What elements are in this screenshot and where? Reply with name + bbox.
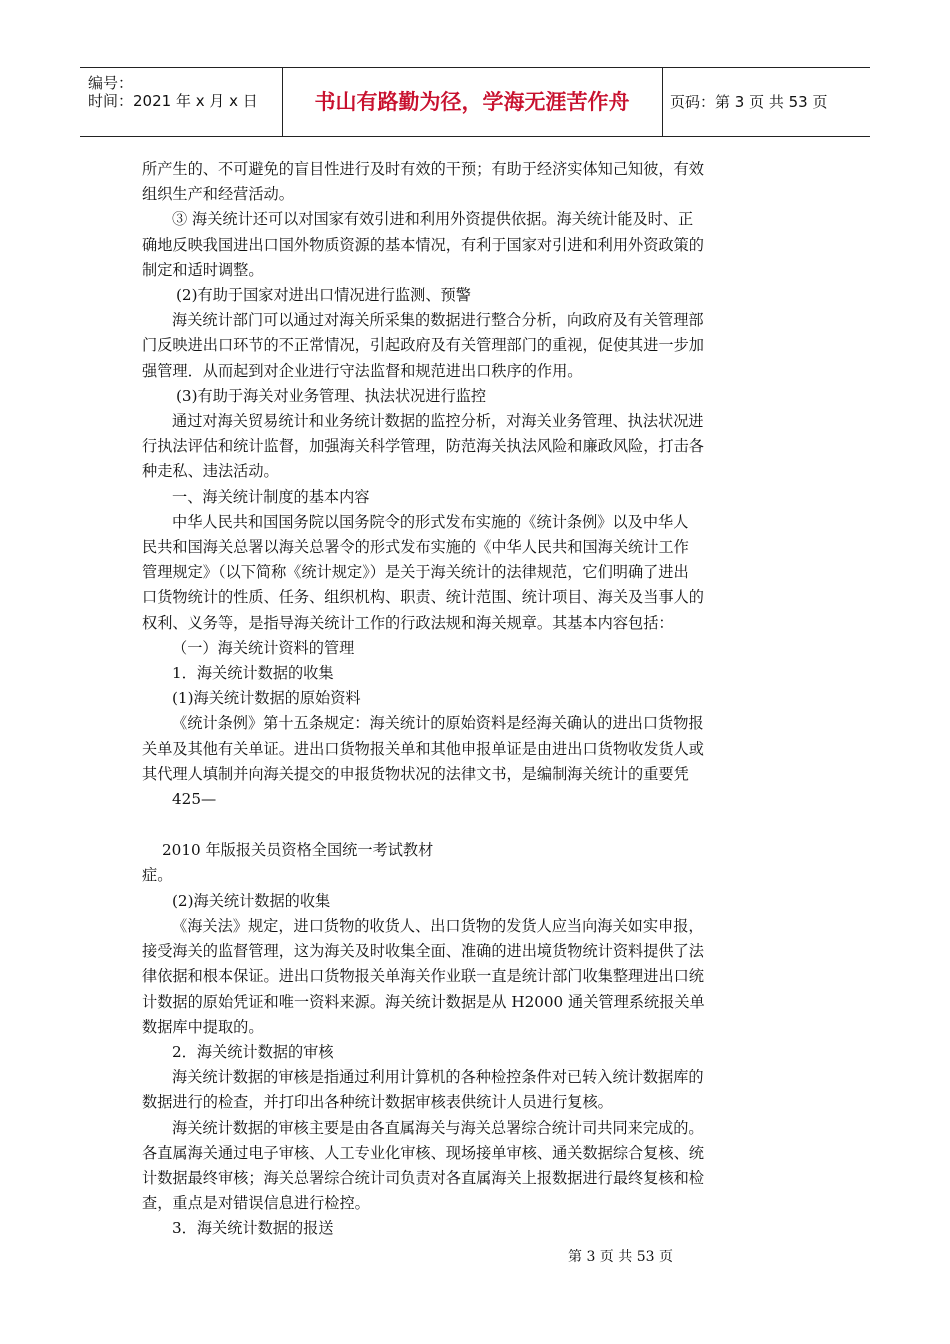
text-line: 律依据和根本保证。进出口货物报关单海关作业联一直是统计部门收集整理进出口统 — [142, 967, 704, 986]
book-title-line: 2010 年版报关员资格全国统一考试教材 — [162, 841, 434, 860]
text-line: 《海关法》规定，进口货物的收货人、出口货物的发货人应当向海关如实申报， — [172, 916, 704, 935]
text-line: 民共和国海关总署以海关总署令的形式发布实施的《中华人民共和国海关统计工作 — [142, 538, 689, 557]
text-line: 强管理．从而起到对企业进行守法监督和规范进出口秩序的作用。 — [142, 361, 583, 380]
text-line: 制定和适时调整。 — [142, 260, 264, 279]
document-body — [142, 157, 782, 1242]
section-heading: 3．海关统计数据的报送 — [172, 1219, 334, 1238]
text-line: 数据进行的检查，并打印出各种统计数据审核表供统计人员进行复核。 — [142, 1093, 613, 1112]
page-footer: 第 3 页 共 53 页 — [568, 1249, 673, 1265]
text-line: 口货物统计的性质、任务、组织机构、职责、统计范围、统计项目、海关及当事人的 — [142, 588, 704, 607]
text-line: 行执法评估和统计监督，加强海关科学管理，防范海关执法风险和廉政风险，打击各 — [142, 437, 704, 456]
text-line: 通过对海关贸易统计和业务统计数据的监控分析，对海关业务管理、执法状况进 — [172, 412, 704, 431]
section-heading: (1)海关统计数据的原始资料 — [172, 689, 361, 708]
text-line: 门反映进出口环节的不正常情况，引起政府及有关管理部门的重视，促使其进一步加 — [142, 336, 704, 355]
text-line: 接受海关的监督管理，这为海关及时收集全面、准确的进出境货物统计资料提供了法 — [142, 942, 704, 961]
text-line: 海关统计数据的审核主要是由各直属海关与海关总署综合统计司共同来完成的。 — [172, 1118, 704, 1137]
text-line: 关单及其他有关单证。进出口货物报关单和其他申报单证是由进出口货物收发货人或 — [142, 739, 704, 758]
text-line: 所产生的、不可避免的盲目性进行及时有效的干预；有助于经济实体知己知彼，有效 — [142, 160, 704, 178]
text-line: 数据库中提取的。 — [142, 1017, 264, 1036]
text-line: 管理规定》（以下简称《统计规定》）是关于海关统计的法律规范，它们明确了进出 — [142, 563, 689, 582]
text-line: 《统计条例》第十五条规定：海关统计的原始资料是经海关确认的进出口货物报 — [172, 714, 704, 733]
section-heading: 一、海关统计制度的基本内容 — [172, 487, 370, 506]
section-heading: 1．海关统计数据的收集 — [172, 664, 334, 683]
section-heading: (3)有助于海关对业务管理、执法状况进行监控 — [176, 386, 487, 405]
header-motto: 书山有路勤为径，学海无涯苦作舟 — [314, 90, 630, 114]
text-line: 中华人民共和国国务院以国务院令的形式发布实施的《统计条例》以及中华人 — [172, 512, 689, 531]
section-heading: 2．海关统计数据的审核 — [172, 1042, 334, 1061]
text-line: 症。 — [142, 866, 173, 885]
text-line: 计数据的原始凭证和唯一资料来源。海关统计数据是从 H2000 通关管理系统报关单 — [142, 992, 705, 1011]
document-number-label: 编号： — [88, 74, 134, 92]
page-number-fragment: 425— — [172, 790, 217, 809]
header-divider — [662, 68, 663, 136]
text-line: 查，重点是对错误信息进行检控。 — [142, 1194, 370, 1213]
text-line: 各直属海关通过电子审核、人工专业化审核、现场接单审核、通关数据综合复核、统 — [142, 1143, 704, 1162]
document-date: 时间：2021 年 x 月 x 日 — [88, 92, 258, 110]
text-line: 确地反映我国进出口国外物质资源的基本情况，有利于国家对引进和利用外资政策的 — [142, 235, 704, 254]
text-line: 权利、义务等，是指导海关统计工作的行政法规和海关规章。其基本内容包括： — [142, 613, 674, 632]
text-line: 组织生产和经营活动。 — [142, 185, 294, 204]
header-page-info: 页码：第 3 页 共 53 页 — [670, 93, 828, 111]
text-line: ③ 海关统计还可以对国家有效引进和利用外资提供依据。海关统计能及时、正 — [172, 210, 694, 229]
page-break-gap — [142, 812, 782, 838]
text-line: 其代理人填制并向海关提交的申报货物状况的法律文书，是编制海关统计的重要凭 — [142, 764, 689, 783]
header-meta — [80, 68, 282, 136]
text-line: 计数据最终审核；海关总署综合统计司负责对各直属海关上报数据进行最终复核和检 — [142, 1168, 704, 1187]
text-line: 海关统计数据的审核是指通过利用计算机的各种检控条件对已转入统计数据库的 — [172, 1068, 704, 1087]
section-heading: （一）海关统计资料的管理 — [172, 638, 355, 657]
section-heading: (2)有助于国家对进出口情况进行监测、预警 — [176, 286, 471, 305]
text-line: 种走私、违法活动。 — [142, 462, 279, 481]
text-line: 海关统计部门可以通过对海关所采集的数据进行整合分析，向政府及有关管理部 — [172, 311, 704, 330]
section-heading: (2)海关统计数据的收集 — [172, 891, 331, 910]
page-header — [80, 67, 870, 137]
